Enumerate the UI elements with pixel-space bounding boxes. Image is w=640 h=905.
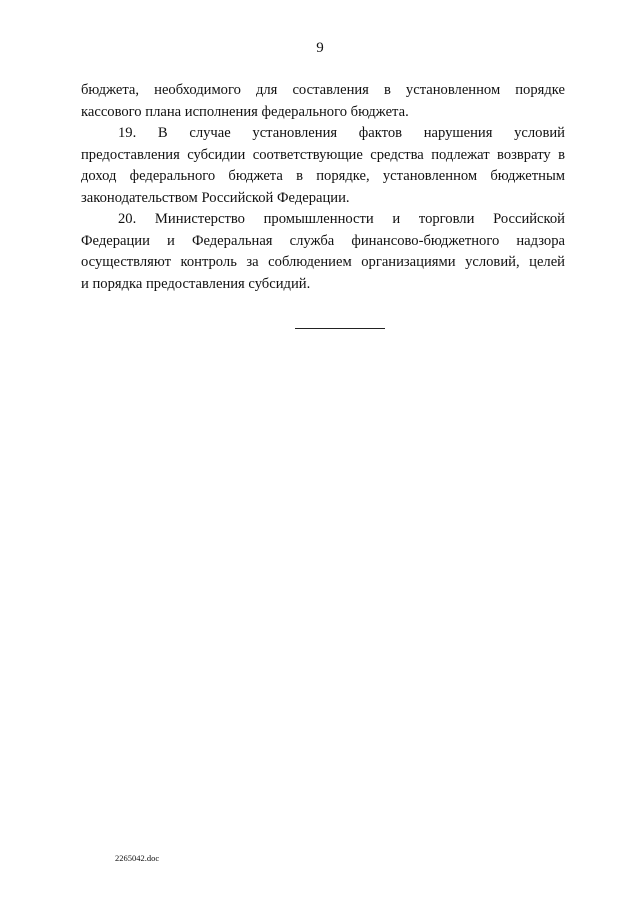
document-body <box>81 80 565 295</box>
text-line: бюджета, необходимого для составления в установленном порядке <box>81 82 565 98</box>
text-line: предоставления субсидии соответствующие средства подлежат возврату в <box>81 146 565 163</box>
text-line: 20. Министерство промышленности и торговли Российской <box>118 211 565 227</box>
text-line: законодательством Российской Федерации. <box>81 189 350 206</box>
paragraph-20 <box>81 209 565 295</box>
page-number: 9 <box>316 40 324 56</box>
footer-doc-code: 2265042.doc <box>115 853 160 863</box>
paragraph-19 <box>81 123 565 209</box>
end-separator-line <box>295 328 385 329</box>
text-line: осуществляют контроль за соблюдением организациями условий, целей <box>81 254 565 270</box>
text-line: и порядка предоставления субсидий. <box>81 275 311 292</box>
text-line: Федерации и Федеральная служба финансово-бюджетного надзора <box>81 232 565 249</box>
text-line: 19. В случае установления фактов нарушения условий <box>118 125 565 141</box>
paragraph-1 <box>81 80 565 123</box>
text-line: доход федерального бюджета в порядке, установленном бюджетным <box>81 168 565 184</box>
text-line: кассового плана исполнения федерального бюджета. <box>81 103 409 120</box>
